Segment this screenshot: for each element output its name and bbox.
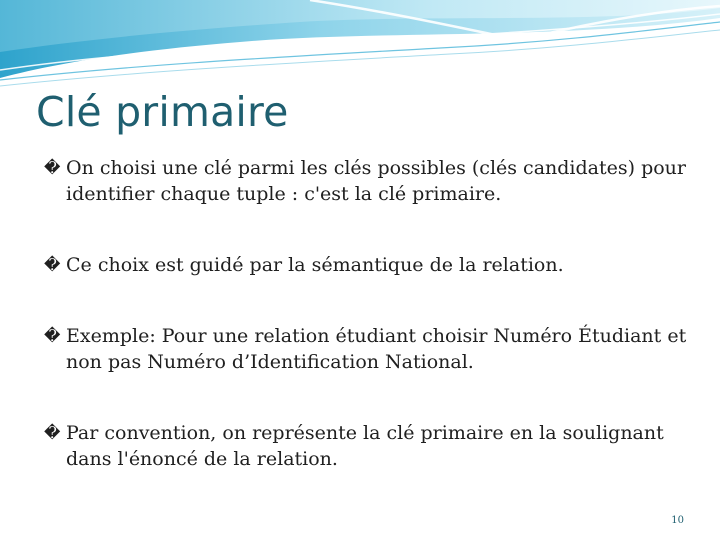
bullet-list bbox=[44, 155, 704, 472]
bullet-text: Par convention, on représente la clé primaire en la soulignant dans l'énoncé de la relation. bbox=[66, 422, 664, 470]
bullet-item bbox=[44, 323, 704, 375]
header-wave-decoration bbox=[0, 0, 720, 95]
bullet-text: On choisi une clé parmi les clés possibles (clés candidates) pour identifier chaque tuple : c'est la clé primaire. bbox=[66, 157, 686, 205]
bullet-marker-icon: � bbox=[44, 326, 61, 345]
page-number: 10 bbox=[671, 515, 684, 526]
bullet-marker-icon: � bbox=[44, 423, 61, 442]
bullet-item bbox=[44, 420, 704, 472]
bullet-item bbox=[44, 252, 704, 278]
slide-title: Clé primaire bbox=[36, 88, 289, 136]
bullet-text: Exemple: Pour une relation étudiant choisir Numéro Étudiant et non pas Numéro d’Identification National. bbox=[66, 325, 687, 373]
bullet-marker-icon: � bbox=[44, 158, 61, 177]
bullet-text: Ce choix est guidé par la sémantique de la relation. bbox=[66, 254, 564, 276]
bullet-item bbox=[44, 155, 704, 207]
bullet-marker-icon: � bbox=[44, 255, 61, 274]
